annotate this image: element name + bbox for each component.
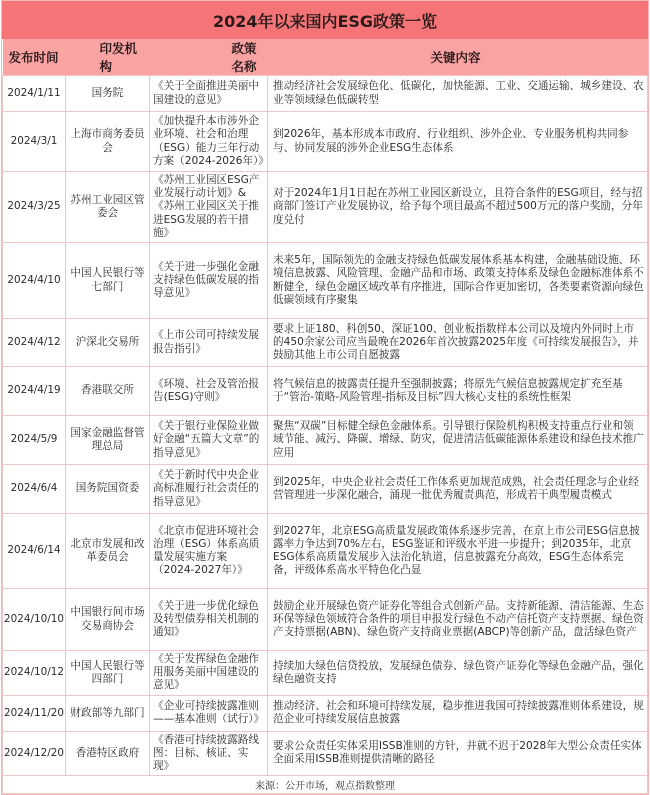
row-date: 2024/10/10 [3, 589, 66, 651]
row-date: 2024/6/4 [3, 465, 66, 514]
table-row [3, 76, 648, 112]
table-row [3, 319, 648, 367]
row-policy-name: 《关于银行业保险业做好金融“五篇大文章”的指导意见》 [150, 416, 268, 465]
table-row [3, 651, 648, 696]
row-key-content: 到2027年，北京ESG高质量发展政策体系逐步完善，在京上市公司ESG信息披露率力争达到70%左右，ESG鉴证和评级水平进一步提升；到2035年，北京ESG体系高质量发展步入法治化轨道，信息披露充分高效，ESG生态体系完备，评级体系高水平特色化凸显 [268, 514, 648, 589]
row-key-content: 到2026年，基本形成本市政府、行业组织、涉外企业、专业服务机构共同参与、协同发展的涉外企业ESG生态体系 [268, 112, 648, 172]
row-org: 香港特区政府 [66, 731, 150, 776]
header-policy-name: 政策名称 [150, 39, 268, 76]
row-org: 中国银行间市场交易商协会 [66, 589, 150, 651]
table-row [3, 695, 648, 731]
row-org: 上海市商务委员会 [66, 112, 150, 172]
row-org: 沪深北交易所 [66, 319, 150, 367]
table-title: 2024年以来国内ESG政策一览 [2, 1, 648, 39]
row-policy-name: 《关于新时代中央企业高标准履行社会责任的指导意见》 [150, 465, 268, 514]
row-org: 香港联交所 [66, 367, 150, 416]
table-row [3, 589, 648, 651]
row-date: 2024/5/9 [3, 416, 66, 465]
header-key-content: 关键内容 [268, 39, 648, 76]
row-org: 国家金融监督管理总局 [66, 416, 150, 465]
row-org: 中国人民银行等四部门 [66, 651, 150, 696]
row-key-content: 到2025年，中央企业社会责任工作体系更加规范成熟，社会责任理念与企业经营管理进一步深化融合，涌现一批优秀履责典范，形成若干典型履责模式 [268, 465, 648, 514]
row-key-content: 要求上证180、科创50、深证100、创业板指数样本公司以及境内外同时上市的450余家公司应当最晚在2026年首次披露2025年度《可持续发展报告》，并鼓励其他上市公司自愿披露 [268, 319, 648, 367]
row-date: 2024/4/12 [3, 319, 66, 367]
row-org: 苏州工业园区管委会 [66, 172, 150, 243]
table-row [3, 243, 648, 319]
table-body [3, 76, 648, 776]
row-date: 2024/3/1 [3, 112, 66, 172]
row-key-content: 对于2024年1月1日起在苏州工业园区新设立，且符合条件的ESG项目，经与招商部门签订产业发展协议，给予每个项目最高不超过500万元的落户奖励，分年度兑付 [268, 172, 648, 243]
row-policy-name: 《加快提升本市涉外企业环境、社会和治理（ESG）能力三年行动方案（2024-2026年）》 [150, 112, 268, 172]
row-policy-name: 《苏州工业园区ESG产业发展行动计划》&《苏州工业园区关于推进ESG发展的若干措施》 [150, 172, 268, 243]
source-note: 来源：公开市场，观点指数整理 [3, 776, 648, 794]
row-date: 2024/10/12 [3, 651, 66, 696]
row-date: 2024/3/25 [3, 172, 66, 243]
row-org: 北京市发展和改革委员会 [66, 514, 150, 589]
policy-table [2, 39, 648, 794]
table-row [3, 112, 648, 172]
row-policy-name: 《关于全面推进美丽中国建设的意见》 [150, 76, 268, 112]
source-row [3, 776, 648, 794]
table-row [3, 172, 648, 243]
row-org: 中国人民银行等七部门 [66, 243, 150, 319]
table-row [3, 731, 648, 776]
row-org: 财政部等九部门 [66, 695, 150, 731]
row-policy-name: 《关于进一步优化绿色及转型债券相关机制的通知》 [150, 589, 268, 651]
row-policy-name: 《上市公司可持续发展报告指引》 [150, 319, 268, 367]
row-policy-name: 《关于发挥绿色金融作用服务美丽中国建设的意见》 [150, 651, 268, 696]
header-org: 印发机构 [66, 39, 150, 76]
row-org: 国务院国资委 [66, 465, 150, 514]
row-policy-name: 《环境、社会及管治报告(ESG)守则》 [150, 367, 268, 416]
row-org: 国务院 [66, 76, 150, 112]
row-key-content: 推动经济社会发展绿色化、低碳化，加快能源、工业、交通运输、城乡建设、农业等领域绿色低碳转型 [268, 76, 648, 112]
row-date: 2024/12/20 [3, 731, 66, 776]
row-key-content: 未来5年，国际领先的金融支持绿色低碳发展体系基本构建，金融基础设施、环境信息披露、风险管理、金融产品和市场、政策支持体系及绿色金融标准体系不断健全，绿色金融区域改革有序推进，国际合作更加密切，各类要素资源向绿色低碳领域有序聚集 [268, 243, 648, 319]
row-key-content: 鼓励企业开展绿色资产证券化等组合式创新产品。支持新能源、清洁能源、生态环保等绿色领域符合条件的项目申报发行绿色不动产信托资产支持票据、绿色资产支持票据(ABN)、绿色资产支持商业票据(ABCP)等创新产品，盘活绿色资产 [268, 589, 648, 651]
row-key-content: 持续加大绿色信贷投放，发展绿色债券、绿色资产证券化等绿色金融产品，强化绿色融资支持 [268, 651, 648, 696]
row-key-content: 要求公众责任实体采用ISSB准则的方针，并就不迟于2028年大型公众责任实体全面采用ISSB准则提供清晰的路径 [268, 731, 648, 776]
row-policy-name: 《北京市促进环境社会治理（ESG）体系高质量发展实施方案（2024-2027年）》 [150, 514, 268, 589]
table-row [3, 514, 648, 589]
row-policy-name: 《关于进一步强化金融支持绿色低碳发展的指导意见》 [150, 243, 268, 319]
row-policy-name: 《企业可持续披露准则——基本准则（试行）》 [150, 695, 268, 731]
header-row [3, 39, 648, 76]
row-key-content: 推动经济、社会和环境可持续发展，稳步推进我国可持续披露准则体系建设，规范企业可持续发展信息披露 [268, 695, 648, 731]
row-key-content: 将气候信息的披露责任提升至强制披露；将原先气候信息披露规定扩充至基于“管治-策略-风险管理-指标及目标”四大核心支柱的系统性框架 [268, 367, 648, 416]
row-date: 2024/11/20 [3, 695, 66, 731]
row-key-content: 聚焦“双碳”目标健全绿色金融体系。引导银行保险机构积极支持重点行业和领域节能、减污、降碳、增绿、防灾，促进清洁低碳能源体系建设和绿色技术推广应用 [268, 416, 648, 465]
policy-table-container [1, 0, 649, 795]
table-row [3, 416, 648, 465]
table-row [3, 465, 648, 514]
header-date: 发布时间 [3, 39, 66, 76]
row-date: 2024/1/11 [3, 76, 66, 112]
row-date: 2024/4/10 [3, 243, 66, 319]
row-policy-name: 《香港可持续披露路线图：目标、核证、实现》 [150, 731, 268, 776]
table-row [3, 367, 648, 416]
row-date: 2024/6/14 [3, 514, 66, 589]
row-date: 2024/4/19 [3, 367, 66, 416]
